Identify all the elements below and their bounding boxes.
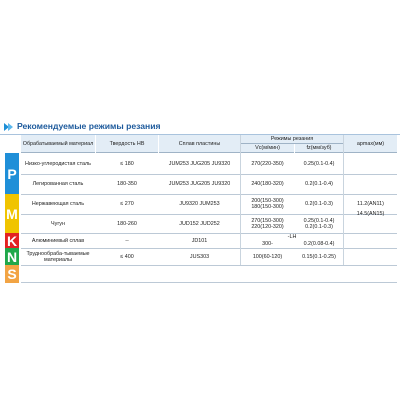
ap-value-an11: 11.2(AN11) (357, 201, 384, 207)
row4-fz: 0.25(0.1-0.4) 0.2(0.1-0.3) (303, 217, 335, 230)
section-header (4, 119, 161, 133)
row3-material: Нержавеющая сталь (31, 201, 85, 207)
row5-alloy: JD101 (191, 237, 208, 244)
row6-hardness: ≤ 400 (120, 253, 134, 260)
row3-hardness: ≤ 270 (120, 201, 134, 207)
row1-hardness: ≤ 180 (120, 160, 134, 167)
row2-vc: 240(180-320) (251, 181, 284, 187)
row4-alloy: JUD152 JUD252 (179, 220, 220, 227)
row3-vc: 200(150-300) 180(150-300) (251, 198, 284, 210)
row6-material: Труднообраба-тываемые материалы (26, 250, 90, 263)
row2-fz: 0.2(0.1-0.4) (305, 181, 333, 187)
iso-s-badge: S (5, 265, 19, 283)
row2-material: Легированная сталь (32, 181, 84, 187)
ap-value-an15: 14.5(AN15) (356, 211, 385, 217)
iso-k-badge: K (6, 232, 18, 249)
header-alloy: Сплав пластины (159, 135, 240, 153)
row6-fz: 0.15(0.1-0.25) (302, 253, 336, 260)
row2-alloy: JUM253 JUG205 JU9320 (168, 181, 231, 187)
row6-vc: 100(60-120) (252, 253, 283, 260)
cutting-modes-table (5, 135, 397, 283)
iso-p-badge: P (5, 153, 19, 194)
col-divider (240, 135, 241, 265)
row1-fz: 0.25(0.1-0.4) (303, 160, 335, 167)
row4-hardness: 180-260 (117, 220, 137, 227)
row1-alloy: JUM253 JUG205 JU9320 (168, 160, 231, 167)
row5-material: Алюминиевый сплав (31, 237, 85, 244)
header-modes: Режимы резания (241, 135, 343, 144)
header-fz: fz(мм/зуб) (295, 144, 343, 153)
row-divider (21, 265, 397, 266)
header-vc: Vc(м/мин) (241, 144, 294, 153)
section-title: Рекомендуемые режимы резания (17, 121, 161, 131)
row5-vc: 300- (262, 241, 273, 247)
ap-values (344, 153, 397, 265)
col-divider (343, 135, 344, 265)
header-material: Обрабатываемый материал (21, 135, 95, 153)
row6-alloy: JUS303 (189, 253, 210, 260)
row4-vc: 270(150-300) 220(120-320) (251, 217, 284, 230)
row5-fz: 0.2(0.08-0.4) (303, 241, 335, 247)
header-ap: apmax(мм) (344, 135, 397, 153)
header-hardness: Твердость HB (96, 135, 158, 153)
row-divider (21, 282, 397, 283)
row1-material: Низко-углеродистая сталь (25, 160, 91, 167)
row4-material: Чугун (51, 220, 65, 227)
row5-hardness: -- (125, 237, 129, 244)
iso-n-badge: N (6, 248, 18, 265)
row3-fz: 0.2(0.1-0.3) (305, 201, 333, 207)
row2-hardness: 180-350 (117, 181, 137, 187)
row5-vc-top: -LH (287, 233, 297, 240)
row1-vc: 270(220-350) (251, 160, 284, 167)
double-arrow-icon (4, 122, 13, 131)
iso-m-badge: M (5, 194, 19, 233)
row3-alloy: JU9320 JUM253 (179, 201, 220, 207)
